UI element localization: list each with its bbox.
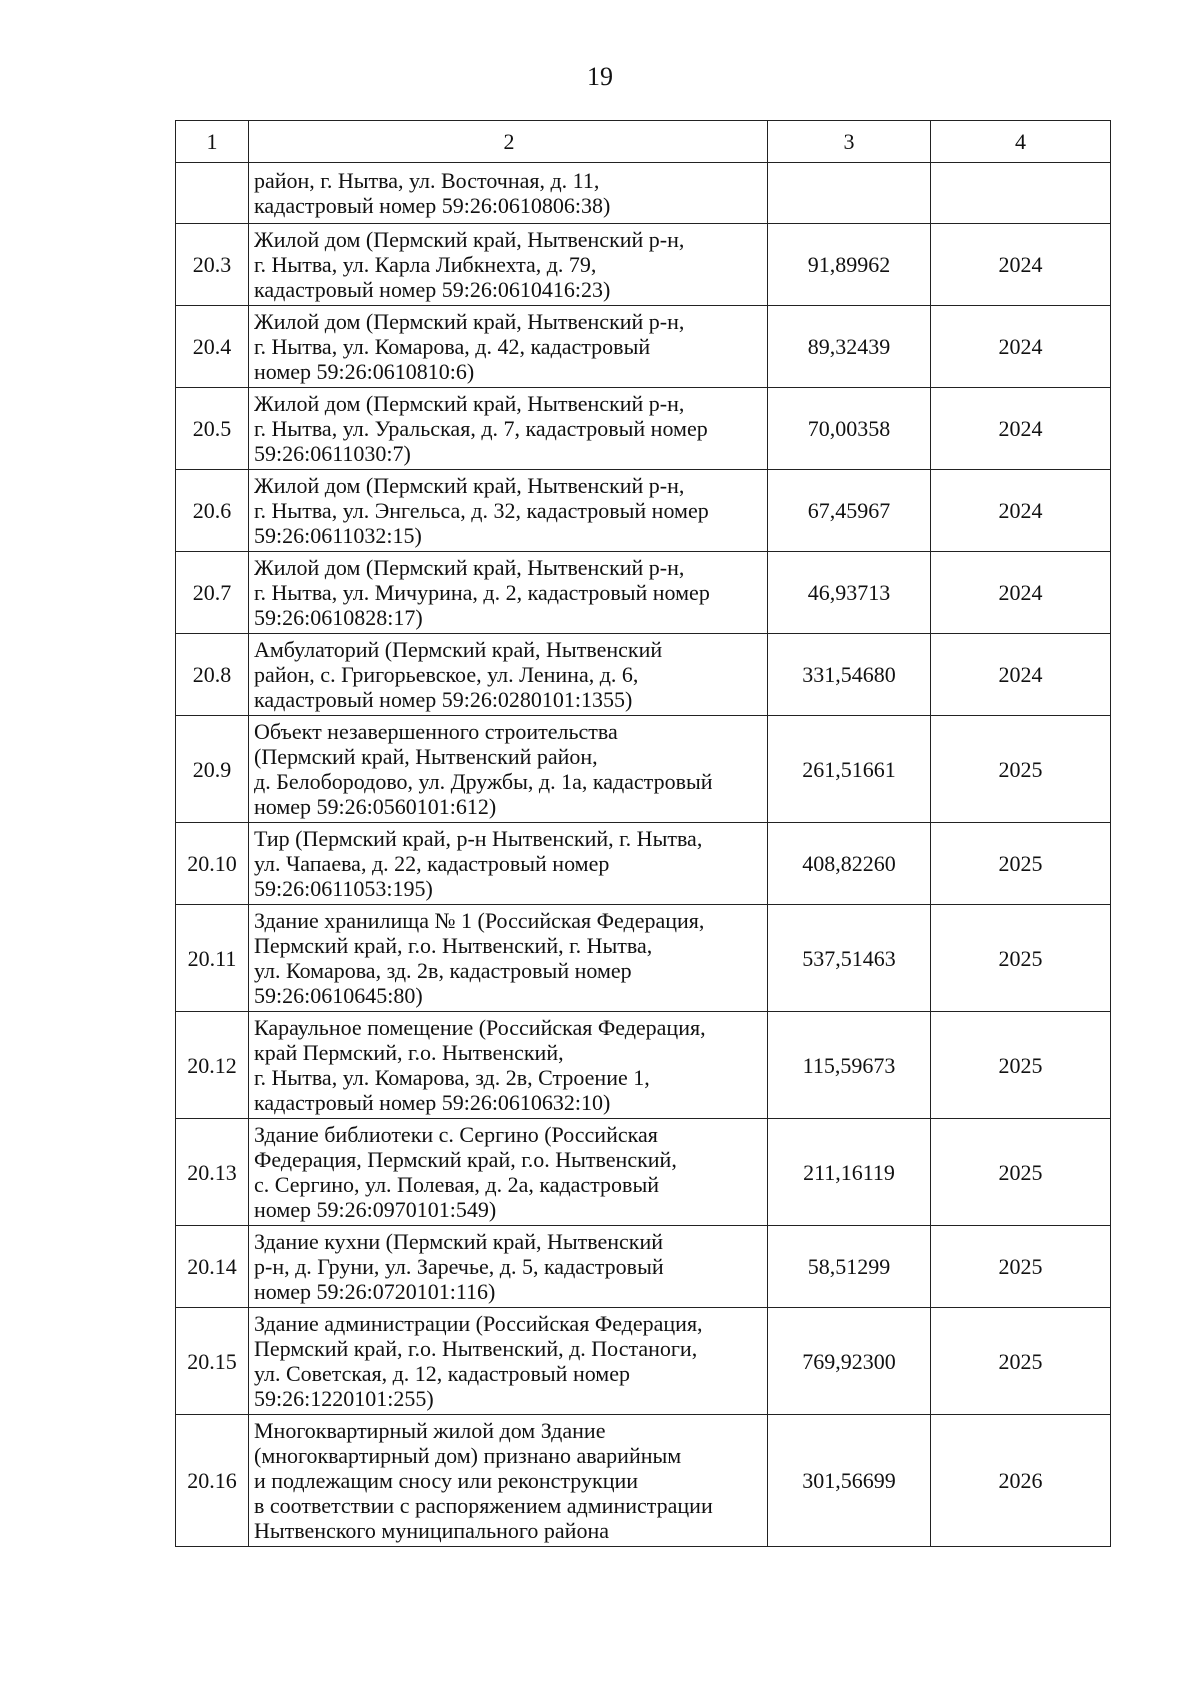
value-cell: 261,51661 [768, 716, 931, 823]
table-row [176, 634, 1111, 716]
description-line: Жилой дом (Пермский край, Нытвенский р-н, [254, 391, 685, 416]
table-row [176, 1226, 1111, 1308]
description-line: номер 59:26:0970101:549) [254, 1197, 497, 1222]
year-cell: 2025 [931, 1119, 1111, 1226]
year-cell: 2024 [931, 306, 1111, 388]
description-line: 59:26:0610645:80) [254, 983, 423, 1008]
object-description-cell [249, 224, 768, 306]
description-line: номер 59:26:0610810:6) [254, 359, 475, 384]
table-row [176, 716, 1111, 823]
year-cell: 2025 [931, 716, 1111, 823]
description-line: 59:26:0610828:17) [254, 605, 423, 630]
description-line: ул. Чапаева, д. 22, кадастровый номер [254, 851, 610, 876]
table-header-row [176, 121, 1111, 163]
description-line: Здание библиотеки с. Сергино (Российская [254, 1122, 658, 1147]
description-line: г. Нытва, ул. Энгельса, д. 32, кадастровый номер [254, 498, 709, 523]
year-cell: 2024 [931, 224, 1111, 306]
description-line: кадастровый номер 59:26:0610416:23) [254, 277, 611, 302]
description-line: (многоквартирный дом) признано аварийным [254, 1443, 682, 1468]
object-description-cell [249, 470, 768, 552]
row-number-cell: 20.6 [176, 470, 249, 552]
table-row [176, 1119, 1111, 1226]
value-cell: 408,82260 [768, 823, 931, 905]
description-line: Жилой дом (Пермский край, Нытвенский р-н, [254, 227, 685, 252]
description-line: ул. Комарова, зд. 2в, кадастровый номер [254, 958, 632, 983]
table-row [176, 224, 1111, 306]
value-cell: 70,00358 [768, 388, 931, 470]
object-description-cell [249, 1226, 768, 1308]
row-number-cell: 20.5 [176, 388, 249, 470]
description-line: Караульное помещение (Российская Федерация, [254, 1015, 706, 1040]
header-col-2: 2 [249, 121, 768, 163]
object-description-cell [249, 1308, 768, 1415]
description-line: Здание хранилища № 1 (Российская Федерация, [254, 908, 705, 933]
row-number-cell: 20.7 [176, 552, 249, 634]
description-line: ул. Советская, д. 12, кадастровый номер [254, 1361, 630, 1386]
object-description-cell [249, 552, 768, 634]
description-line: Жилой дом (Пермский край, Нытвенский р-н, [254, 309, 685, 334]
value-cell: 115,59673 [768, 1012, 931, 1119]
row-number-cell: 20.3 [176, 224, 249, 306]
description-line: Федерация, Пермский край, г.о. Нытвенский, [254, 1147, 677, 1172]
description-line: Тир (Пермский край, р-н Нытвенский, г. Нытва, [254, 826, 703, 851]
description-line: 59:26:0611030:7) [254, 441, 411, 466]
description-line: Жилой дом (Пермский край, Нытвенский р-н, [254, 473, 685, 498]
row-number-cell: 20.15 [176, 1308, 249, 1415]
description-line: г. Нытва, ул. Комарова, д. 42, кадастровый [254, 334, 651, 359]
objects-table [175, 120, 1111, 1547]
description-line: Здание кухни (Пермский край, Нытвенский [254, 1229, 664, 1254]
value-cell: 89,32439 [768, 306, 931, 388]
row-number-cell: 20.14 [176, 1226, 249, 1308]
description-line: с. Сергино, ул. Полевая, д. 2а, кадастровый [254, 1172, 660, 1197]
year-cell: 2024 [931, 388, 1111, 470]
row-number-cell: 20.12 [176, 1012, 249, 1119]
header-col-1: 1 [176, 121, 249, 163]
year-cell: 2025 [931, 823, 1111, 905]
object-description-cell [249, 388, 768, 470]
description-line: край Пермский, г.о. Нытвенский, [254, 1040, 564, 1065]
row-number-cell: 20.16 [176, 1415, 249, 1547]
year-cell: 2025 [931, 1012, 1111, 1119]
year-cell [931, 163, 1111, 224]
row-number-cell: 20.13 [176, 1119, 249, 1226]
object-description-cell [249, 1012, 768, 1119]
page-number: 19 [587, 62, 613, 91]
value-cell: 769,92300 [768, 1308, 931, 1415]
row-number-cell [176, 163, 249, 224]
description-line: г. Нытва, ул. Карла Либкнехта, д. 79, [254, 252, 597, 277]
description-line: Объект незавершенного строительства [254, 719, 618, 744]
object-description-cell [249, 905, 768, 1012]
description-line: номер 59:26:0560101:612) [254, 794, 497, 819]
description-line: г. Нытва, ул. Комарова, зд. 2в, Строение 1, [254, 1065, 650, 1090]
description-line: кадастровый номер 59:26:0280101:1355) [254, 687, 633, 712]
object-description-cell [249, 306, 768, 388]
description-line: г. Нытва, ул. Мичурина, д. 2, кадастровый номер [254, 580, 710, 605]
year-cell: 2024 [931, 552, 1111, 634]
description-line: кадастровый номер 59:26:0610806:38) [254, 193, 611, 218]
description-line: (Пермский край, Нытвенский район, [254, 744, 598, 769]
object-description-cell [249, 823, 768, 905]
value-cell: 211,16119 [768, 1119, 931, 1226]
description-line: кадастровый номер 59:26:0610632:10) [254, 1090, 611, 1115]
description-line: Пермский край, г.о. Нытвенский, г. Нытва, [254, 933, 653, 958]
description-line: р-н, д. Груни, ул. Заречье, д. 5, кадастровый [254, 1254, 664, 1279]
table-row [176, 1308, 1111, 1415]
description-line: д. Белобородово, ул. Дружбы, д. 1а, кадастровый [254, 769, 713, 794]
table-row [176, 905, 1111, 1012]
object-description-cell [249, 1119, 768, 1226]
header-col-4: 4 [931, 121, 1111, 163]
table-row [176, 388, 1111, 470]
value-cell: 91,89962 [768, 224, 931, 306]
row-number-cell: 20.11 [176, 905, 249, 1012]
description-line: в соответствии с распоряжением администрации [254, 1493, 713, 1518]
description-line: Многоквартирный жилой дом Здание [254, 1418, 606, 1443]
description-line: г. Нытва, ул. Уральская, д. 7, кадастровый номер [254, 416, 708, 441]
table-row [176, 1012, 1111, 1119]
description-line: Амбулаторий (Пермский край, Нытвенский [254, 637, 663, 662]
row-number-cell: 20.9 [176, 716, 249, 823]
table-row [176, 1415, 1111, 1547]
year-cell: 2026 [931, 1415, 1111, 1547]
header-col-3: 3 [768, 121, 931, 163]
description-line: район, с. Григорьевское, ул. Ленина, д. 6, [254, 662, 639, 687]
description-line: 59:26:0611032:15) [254, 523, 422, 548]
object-description-cell [249, 163, 768, 224]
year-cell: 2025 [931, 1226, 1111, 1308]
object-description-cell [249, 1415, 768, 1547]
description-line: Пермский край, г.о. Нытвенский, д. Постаноги, [254, 1336, 698, 1361]
value-cell: 58,51299 [768, 1226, 931, 1308]
value-cell: 537,51463 [768, 905, 931, 1012]
object-description-cell [249, 634, 768, 716]
row-number-cell: 20.8 [176, 634, 249, 716]
object-description-cell [249, 716, 768, 823]
value-cell [768, 163, 931, 224]
value-cell: 301,56699 [768, 1415, 931, 1547]
year-cell: 2025 [931, 1308, 1111, 1415]
year-cell: 2025 [931, 905, 1111, 1012]
table-row [176, 163, 1111, 224]
description-line: номер 59:26:0720101:116) [254, 1279, 496, 1304]
row-number-cell: 20.10 [176, 823, 249, 905]
table-row [176, 823, 1111, 905]
table-row [176, 552, 1111, 634]
year-cell: 2024 [931, 470, 1111, 552]
description-line: и подлежащим сносу или реконструкции [254, 1468, 639, 1493]
row-number-cell: 20.4 [176, 306, 249, 388]
description-line: Жилой дом (Пермский край, Нытвенский р-н, [254, 555, 685, 580]
value-cell: 67,45967 [768, 470, 931, 552]
table-row [176, 470, 1111, 552]
description-line: Нытвенского муниципального района [254, 1518, 609, 1543]
table-row [176, 306, 1111, 388]
value-cell: 46,93713 [768, 552, 931, 634]
year-cell: 2024 [931, 634, 1111, 716]
description-line: Здание администрации (Российская Федерация, [254, 1311, 703, 1336]
description-line: 59:26:0611053:195) [254, 876, 433, 901]
description-line: 59:26:1220101:255) [254, 1386, 434, 1411]
value-cell: 331,54680 [768, 634, 931, 716]
description-line: район, г. Нытва, ул. Восточная, д. 11, [254, 168, 600, 193]
